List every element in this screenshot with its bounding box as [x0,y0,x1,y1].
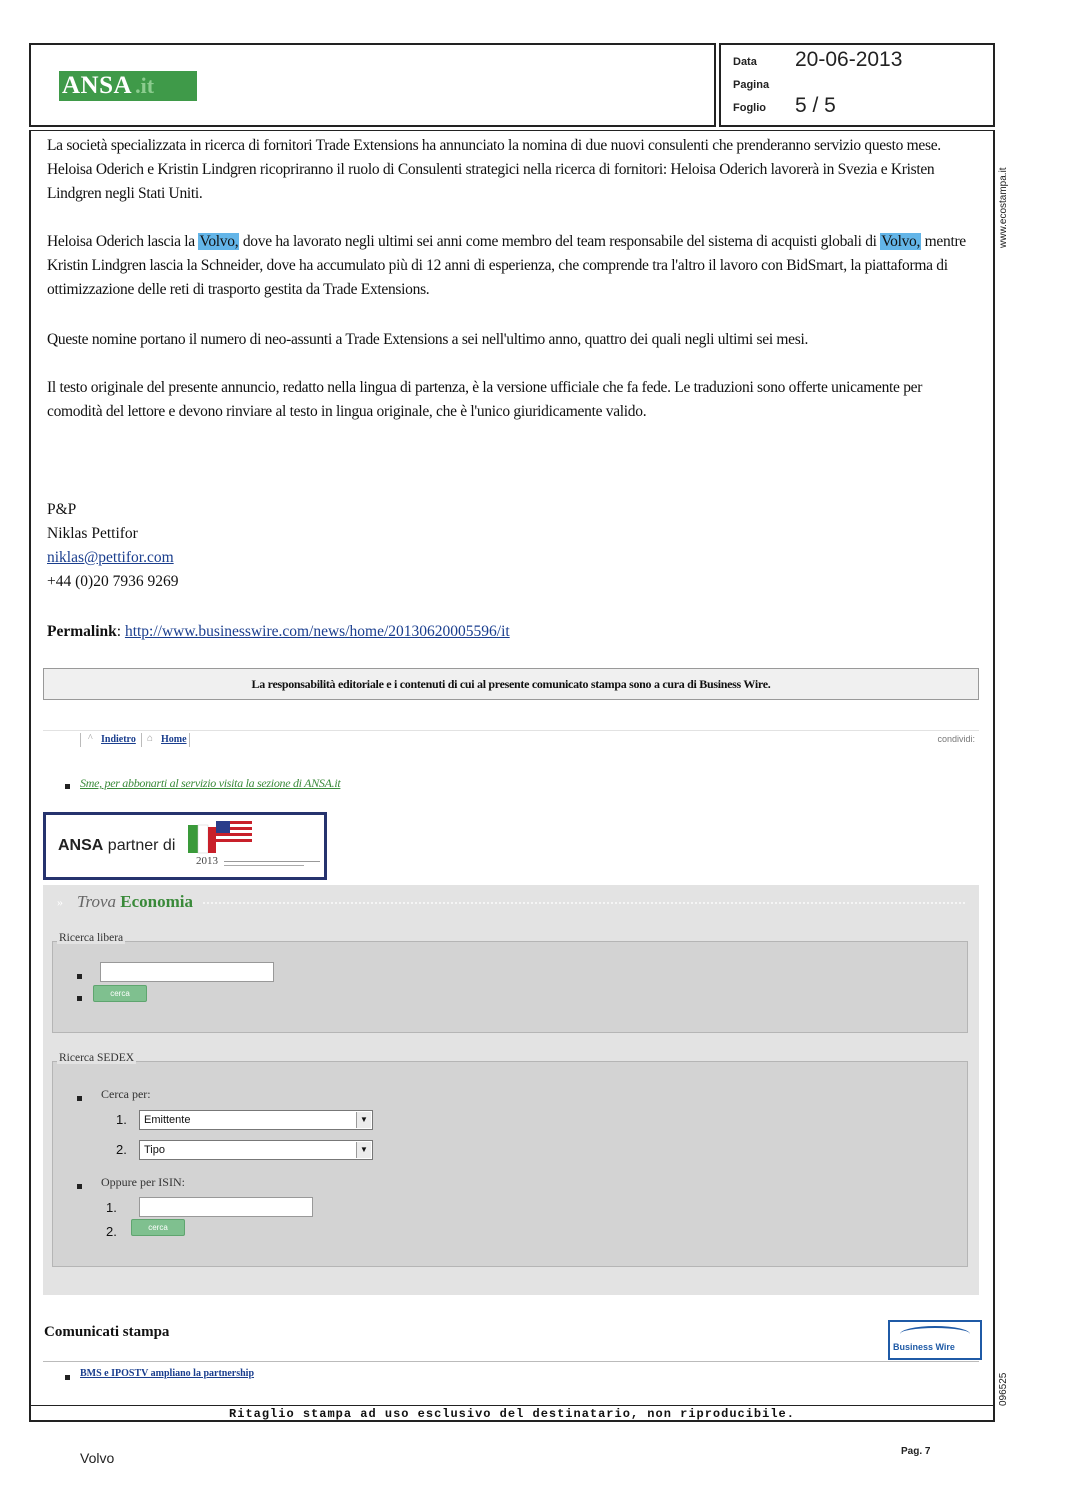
article-paragraph-2 [47,230,969,302]
isin-label: Oppure per ISIN: [101,1175,185,1189]
contact-name: Niklas Pettifor [47,525,138,542]
paragraph-2-part-b: dove ha lavorato negli ultimi sei anni come membro del team responsabile del sistema di acquisti globali di [239,233,881,250]
free-search-fieldset [52,932,968,1033]
side-code: 096525 [998,1372,1009,1406]
responsibility-bar: La responsabilità editoriale e i contenuti di cui al presente comunicato stampa sono a cura di Business Wire. [43,668,979,700]
article-paragraph-1: La società specializzata in ricerca di fornitori Trade Extensions ha annunciato la nomina di due nuovi consulenti che prenderanno servizio questo mese. Heloisa Oderich e Kristin Lindgren ricopriranno il ruolo di Consulenti strategici nella ricerca di fornitori: Heloisa Oderich lavorerà in Svezia e Kristen Lindgren negli Stati Uniti. [47,137,941,202]
issuer-select-value: Emittente [144,1114,191,1126]
search-title-italic: Trova [77,892,117,911]
article-paragraph-3: Queste nomine portano il numero di neo-assunti a Trade Extensions a sei nell'ultimo anno, quattro dei quali negli ultimi sei mesi. [47,331,809,348]
sheet-value: 5 / 5 [795,94,836,117]
search-title [77,892,193,912]
sedex-search-fieldset [52,1052,968,1267]
sheet-label: Foglio [733,102,766,114]
partner-text [58,837,175,855]
footer-keyword: Volvo [80,1450,115,1466]
isin-search-button[interactable]: cerca [131,1219,185,1236]
ansa-logo-text: ANSA [62,72,133,99]
business-wire-logo[interactable] [888,1320,982,1360]
contact-email-link[interactable]: niklas@pettifor.com [47,549,174,566]
home-icon: ⌂ [147,733,154,744]
share-label: condividi: [937,734,975,744]
nav-separator [189,733,190,747]
chevron-down-icon: ▼ [356,1112,371,1128]
free-search-legend: Ricerca libera [59,932,124,944]
contact-company: P&P [47,501,77,518]
nav-home-link[interactable]: Home [161,734,187,745]
search-panel [43,885,979,1295]
bullet [77,974,82,979]
paragraph-2-part-a: Heloisa Oderich lascia la [47,233,199,250]
highlight-volvo-2: Volvo, [881,233,921,250]
search-by-label: Cerca per: [101,1087,151,1101]
clipping-footer-notice: Ritaglio stampa ad uso esclusivo del destinatario, non riproducibile. [29,1405,995,1422]
nav-row [43,730,979,750]
business-wire-swoosh-icon [900,1326,970,1342]
page-label: Pagina [733,79,770,91]
nav-separator [80,733,81,747]
free-search-input[interactable] [100,962,274,982]
issuer-select[interactable] [139,1110,373,1130]
ansa-logo [59,71,197,101]
list-number: 1. [116,1112,127,1127]
partner-caption-line [224,861,320,862]
nav-back-link[interactable]: Indietro [101,734,136,745]
list-number: 2. [106,1224,117,1239]
partner-text-rest: partner di [103,837,176,854]
contact-phone: +44 (0)20 7936 9269 [47,573,179,590]
ansa-partner-banner[interactable] [43,812,327,880]
list-number: 1. [106,1200,117,1215]
permalink-label: Permalink [47,623,117,640]
permalink-line: Permalink: http://www.businesswire.com/news/home/20130620005596/it [47,623,510,640]
header-logo-box [29,43,716,127]
search-title-bold: Economia [120,892,194,911]
subscribe-link[interactable]: Sme, per abbonarti al servizio visita la sezione di ANSA.it [80,776,341,790]
title-dotted-divider [203,902,965,904]
partner-year: 2013 [196,855,218,867]
paragraph-2-part-c: mentre Kristin Lindgren lascia la Schneider, dove ha accumulato più di 12 anni di esperienza, che comprende tra l'altro il lavoro con BidSmart, la piattaforma di ottimizzazione delle reti di trasporto gestita da Trade Extensions. [47,233,966,298]
header-meta-box [719,43,995,127]
bullet [65,784,70,789]
free-search-button[interactable]: cerca [93,985,147,1002]
permalink-link[interactable]: http://www.businesswire.com/news/home/20130620005596/it [124,623,510,640]
list-number: 2. [116,1142,127,1157]
comunicati-title: Comunicati stampa [44,1324,170,1340]
date-label: Data [733,56,757,68]
type-select[interactable] [139,1140,373,1160]
sedex-search-legend: Ricerca SEDEX [59,1052,135,1064]
article-paragraph-4: Il testo originale del presente annuncio, redatto nella lingua di partenza, è la versione ufficiale che fa fede. Le traduzioni sono offerte unicamente per comodità del lettore e devono rinviare al testo in lingua originale, che è l'unico giuridicamente valido. [47,379,923,420]
back-icon: ^ [88,733,93,744]
ansa-logo-suffix: .it [135,73,155,98]
contact-email-line [47,546,174,570]
comunicati-divider [43,1361,979,1362]
footer-page-number: Pag. 7 [901,1446,931,1457]
business-wire-logo-text: Business Wire [893,1342,955,1352]
nav-separator [141,733,142,747]
bullet [77,996,82,1001]
isin-input[interactable] [139,1197,313,1217]
bullet [77,1184,82,1189]
side-website: www.ecostampa.it [998,167,1009,248]
chevron-down-icon: ▼ [356,1142,371,1158]
bullet [65,1375,70,1380]
partner-caption-line [224,865,304,866]
type-select-value: Tipo [144,1144,165,1156]
bullet [77,1096,82,1101]
partner-text-bold: ANSA [58,837,104,854]
comunicati-item-link[interactable]: BMS e IPOSTV ampliano la partnership [80,1368,255,1379]
date-value: 20-06-2013 [795,48,903,71]
highlight-volvo-1: Volvo, [199,233,239,250]
search-arrow-icon: » [57,895,63,909]
